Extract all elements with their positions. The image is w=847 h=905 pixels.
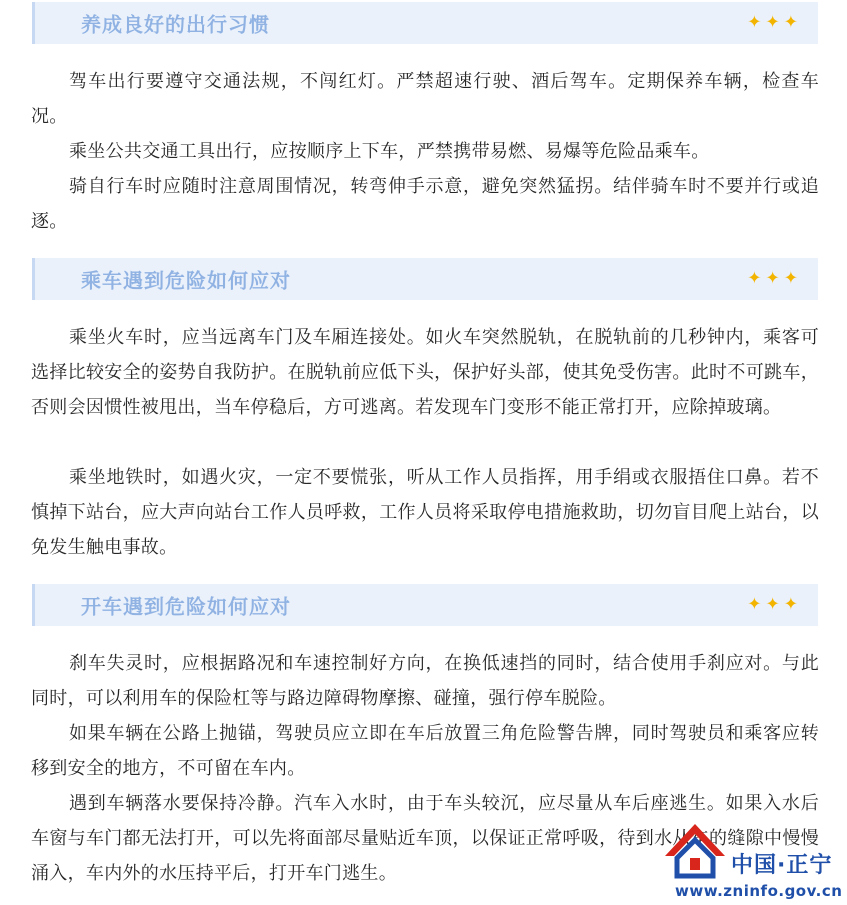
star-decoration-icon: ✦✦✦ — [747, 594, 802, 615]
watermark-name: 中国·正宁 — [731, 853, 833, 878]
section-title: 养成良好的出行习惯 — [81, 12, 270, 37]
paragraph: 骑自行车时应随时注意周围情况，转弯伸手示意，避免突然猛拐。结伴骑车时不要并行或追逐。 — [31, 176, 819, 232]
section-header-travel-habits — [32, 2, 818, 44]
watermark-logo — [663, 822, 843, 902]
section-title: 开车遇到危险如何应对 — [81, 594, 291, 619]
paragraph: 驾车出行要遵守交通法规，不闯红灯。严禁超速行驶、酒后驾车。定期保养车辆，检查车况。 — [31, 71, 819, 127]
star-decoration-icon: ✦✦✦ — [747, 268, 802, 289]
watermark-url: www.zninfo.gov.cn — [675, 882, 843, 900]
paragraph: 乘坐公共交通工具出行，应按顺序上下车，严禁携带易燃、易爆等危险品乘车。 — [69, 141, 710, 162]
house-logo-icon — [663, 822, 727, 880]
paragraph: 乘坐地铁时，如遇火灾，一定不要慌张，听从工作人员指挥，用手绢或衣服捂住口鼻。若不慎掉下站台，应大声向站台工作人员呼救，工作人员将采取停电措施救助，切勿盲目爬上站台，以免发生触电事故。 — [31, 467, 819, 558]
section-title: 乘车遇到危险如何应对 — [81, 268, 291, 293]
paragraph: 乘坐火车时，应当远离车门及车厢连接处。如火车突然脱轨，在脱轨前的几秒钟内，乘客可选择比较安全的姿势自我防护。在脱轨前应低下头，保护好头部，使其免受伤害。此时不可跳车，否则会因惯性被甩出，当车停稳后，方可逃离。若发现车门变形不能正常打开，应除掉玻璃。 — [31, 327, 819, 418]
paragraph: 如果车辆在公路上抛锚，驾驶员应立即在车后放置三角危险警告牌，同时驾驶员和乘客应转移到安全的地方，不可留在车内。 — [31, 723, 819, 779]
paragraph: 遇到车辆落水要保持冷静。汽车入水时，由于车头较沉，应尽量从车后座逃生。如果入水后车窗与车门都无法打开，可以先将面部尽量贴近车顶，以保证正常呼吸，待到水从车的缝隙中慢慢涌入，车内外的水压持平后，打开车门逃生。 — [31, 793, 819, 884]
star-decoration-icon: ✦✦✦ — [747, 12, 802, 33]
paragraph: 刹车失灵时，应根据路况和车速控制好方向，在换低速挡的同时，结合使用手刹应对。与此同时，可以利用车的保险杠等与路边障碍物摩擦、碰撞，强行停车脱险。 — [31, 653, 819, 709]
section-header-train-danger — [32, 258, 818, 300]
section-header-driving-danger — [32, 584, 818, 626]
